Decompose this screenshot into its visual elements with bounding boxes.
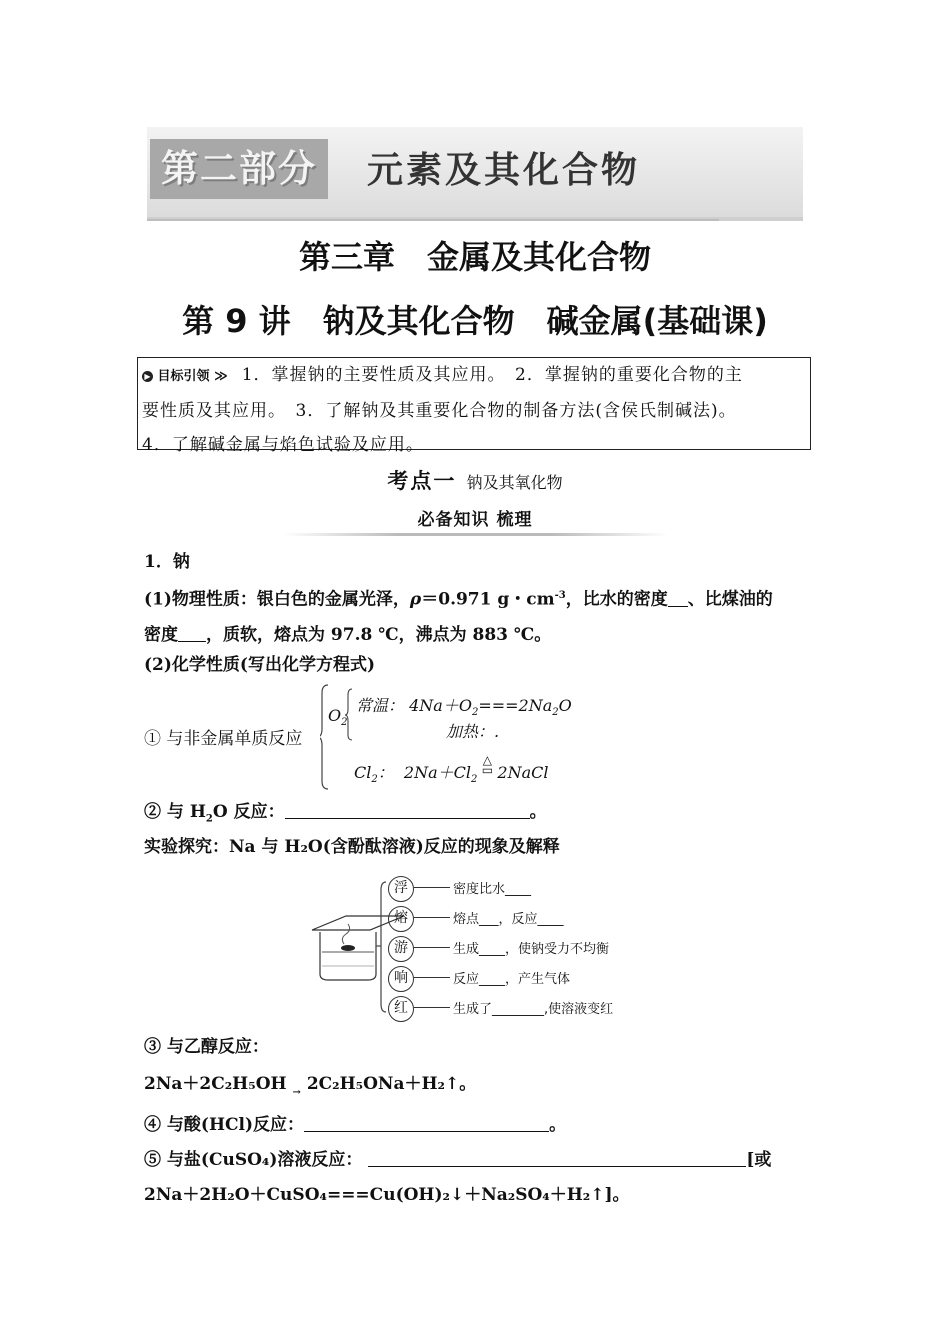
- blank: [668, 588, 688, 607]
- play-icon: ▶: [142, 371, 153, 382]
- blank: [368, 1148, 746, 1167]
- heat-delta: △ ▭: [481, 753, 494, 777]
- knowledge-heading: 必备知识 梳理: [417, 510, 533, 530]
- reaction-salt-equation: 2Na＋2H₂O＋CuSO₄===Cu(OH)₂↓＋Na₂SO₄＋H₂↑]。: [144, 1185, 630, 1205]
- reaction-ethanol-equation: 2Na＋2C₂H₅OH $_\to$ 2C₂H₅ONa＋H₂↑。: [144, 1074, 477, 1098]
- chlorine-equation: $Cl_2$： $2Na+Cl_2\triangle$ ▭ 2NaCl: [354, 753, 549, 786]
- reaction-ethanol-label: ③ 与乙醇反应：: [144, 1037, 269, 1057]
- reaction-nonmetal-label: ① 与非金属单质反应: [144, 729, 303, 749]
- goal-line-1: ▶ 目标引领 ≫ 1．掌握钠的主要性质及其应用。 2．掌握钠的重要化合物的主: [142, 358, 806, 394]
- goal-line-3: 4．了解碱金属与焰色试验及应用。: [142, 435, 424, 455]
- nonmetal-reaction-diagram: [320, 683, 620, 791]
- room-temp-equation: 常温： $4Na+O_2===2Na_2O$: [356, 696, 572, 719]
- experiment-figure: 浮 密度比水____ 熔 熔点___，反应____ 游 生成____，使钠受力不均衡 响 反应____，产生气体 红 生成了________,使溶液变红: [308, 870, 668, 1025]
- experiment-title: 实验探究：Na 与 H₂O(含酚酞溶液)反应的现象及解释: [144, 837, 560, 857]
- part-title: 元素及其化合物: [367, 150, 641, 191]
- reaction-water: ② 与 $H_2O$ 反应： 。: [144, 802, 547, 825]
- part-banner: [147, 127, 803, 221]
- heating-condition: 加热：.: [446, 722, 500, 741]
- chapter-title: 第三章 金属及其化合物: [298, 238, 651, 276]
- blank: [285, 800, 530, 819]
- blank: [178, 623, 206, 642]
- sodium-heading: 1．钠: [144, 552, 190, 572]
- o2-label: $O_2$: [328, 706, 348, 729]
- learning-goals-box: [137, 357, 811, 455]
- physical-properties: (1)物理性质：银白色的金属光泽，ρ＝0.971 g・$cm^{-3}$，比水的密度 、比煤油的 密度 ，质软，熔点为 97.8 ℃，沸点为 883 ℃。: [144, 589, 773, 645]
- goal-line-2: 要性质及其应用。 3．了解钠及其重要化合物的制备方法(含侯氏制碱法)。: [142, 401, 737, 421]
- blank: [304, 1113, 549, 1132]
- goal-tag: ▶ 目标引领 ≫: [142, 369, 228, 384]
- heading-divider: [283, 533, 668, 536]
- banner-divider: [147, 219, 719, 221]
- lecture-title: 第 9 讲 钠及其化合物 碱金属(基础课): [182, 302, 768, 340]
- reaction-acid: ④ 与酸(HCl)反应： 。: [144, 1115, 567, 1135]
- chemical-properties-heading: (2)化学性质(写出化学方程式): [144, 655, 376, 675]
- reaction-salt: ⑤ 与盐(CuSO₄)溶液反应： [或: [144, 1150, 772, 1170]
- part-label: 第二部分: [150, 139, 328, 199]
- section-heading: 考点一 钠及其氧化物: [387, 469, 563, 493]
